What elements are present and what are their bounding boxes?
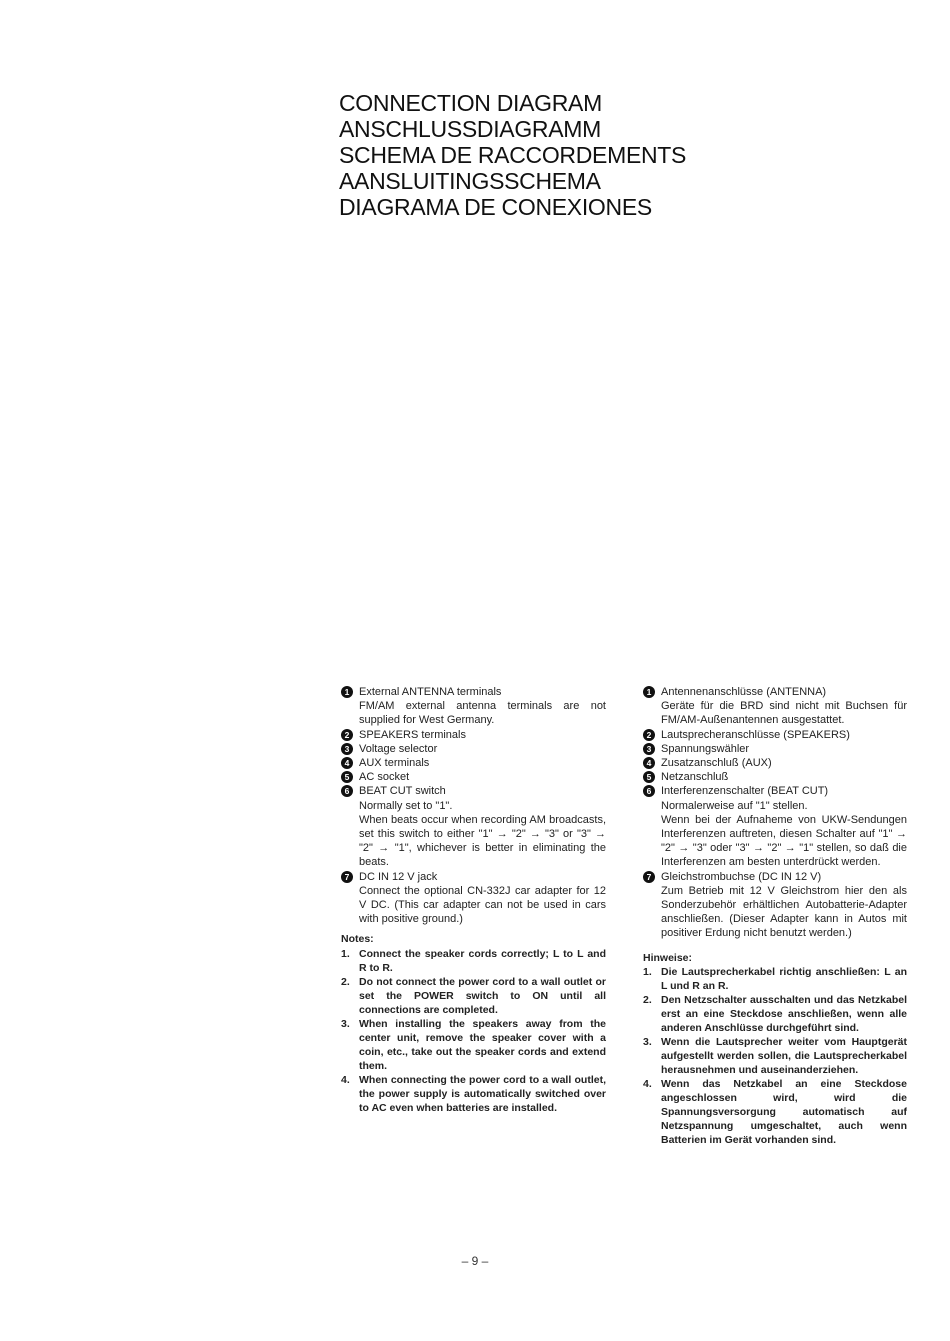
note-text: Wenn das Netzkabel an eine Steckdose angeschlossen wird, wird die Spannungsversorgung automatisch auf Netzspannung umgeschaltet, auch wenn Batterien im Gerät vorhanden sind. xyxy=(661,1077,907,1146)
german-notes xyxy=(643,965,907,1147)
note-item xyxy=(341,1017,606,1073)
legend-item xyxy=(643,870,907,884)
note-number: 3. xyxy=(341,1017,350,1030)
note-text: When installing the speakers away from the center unit, remove the speaker cover with a coin, etc., take out the speaker cords and extend them. xyxy=(359,1017,606,1072)
note-text: Do not connect the power cord to a wall outlet or set the POWER switch to ON until all connections are completed. xyxy=(359,975,606,1016)
note-text: Wenn die Lautsprecher weiter vom Hauptgerät aufgestellt werden sollen, die Lautsprecherkabel herausnehmen und auseinanderziehen. xyxy=(661,1035,907,1076)
note-text: When connecting the power cord to a wall outlet, the power supply is automatically switched over to AC even when batteries are installed. xyxy=(359,1073,606,1114)
english-notes xyxy=(341,947,606,1115)
item-detail: Zum Betrieb mit 12 V Gleichstrom hier den als Sonderzubehör erhältlichen Autobatterie-Adapter anschließen. (Dieser Adapter kann in Autos mit positiver Erdung nicht benutzt werden.) xyxy=(661,884,907,940)
item-label: External ANTENNA terminals xyxy=(359,686,502,698)
note-item xyxy=(643,993,907,1035)
note-number: 2. xyxy=(341,975,350,988)
note-item xyxy=(643,965,907,993)
item-label: DC IN 12 V jack xyxy=(359,870,438,883)
legend-item xyxy=(643,728,907,742)
item-label: AC socket xyxy=(359,771,410,784)
legend-item xyxy=(341,756,606,770)
item-number-badge: 6 xyxy=(341,785,353,797)
item-number-badge: 7 xyxy=(341,871,353,883)
note-text: Den Netzschalter ausschalten und das Netzkabel erst an eine Steckdose anschließen, wenn alle anderen Anschlüsse durchgeführt sind. xyxy=(661,993,907,1034)
item-label: Antennenanschlüsse (ANTENNA) xyxy=(661,686,827,698)
item-number-badge: 7 xyxy=(643,871,655,883)
item-detail: Normally set to "1". xyxy=(359,799,453,812)
note-number: 4. xyxy=(341,1073,350,1086)
item-number-badge: 3 xyxy=(643,743,655,755)
german-column xyxy=(643,685,907,1147)
page-number: – 9 – xyxy=(461,1254,489,1268)
legend-item xyxy=(643,742,907,756)
note-item xyxy=(643,1035,907,1077)
item-label: Interferenzenschalter (BEAT CUT) xyxy=(661,785,829,798)
english-notes-heading: Notes: xyxy=(341,933,374,946)
title-spanish: DIAGRAMA DE CONEXIONES xyxy=(339,194,652,220)
note-item xyxy=(341,947,606,975)
item-number-badge: 6 xyxy=(643,785,655,797)
note-number: 1. xyxy=(643,965,652,978)
item-detail: Wenn bei der Aufnaheme von UKW-Sendungen Interferenzen auftreten, diesen Schalter auf "1" → "2" → "3" oder "3" → "2" → "1" stellen, so daß die Interferenzen am besten unterdrückt werden. xyxy=(661,813,907,869)
note-item xyxy=(341,1073,606,1115)
legend-item xyxy=(643,784,907,798)
title-german: ANSCHLUSSDIAGRAMM xyxy=(339,116,601,142)
note-item xyxy=(643,1077,907,1147)
english-column xyxy=(341,685,606,1115)
item-number-badge: 3 xyxy=(341,743,353,755)
note-text: Die Lautsprecherkabel richtig anschließen: L an L und R an R. xyxy=(661,965,907,992)
legend-item xyxy=(341,770,606,784)
page-titles xyxy=(339,90,686,220)
item-detail: When beats occur when recording AM broadcasts, set this switch to either "1" → "2" → "3" or "3" → "2" → "1", whichever is better in eliminating the beats. xyxy=(359,813,606,869)
item-label: Voltage selector xyxy=(359,742,438,755)
note-item xyxy=(341,975,606,1017)
note-number: 2. xyxy=(643,993,652,1006)
legend-item xyxy=(341,784,606,798)
legend-item xyxy=(341,742,606,756)
item-label: SPEAKERS terminals xyxy=(359,728,466,741)
title-dutch: AANSLUITINGSSCHEMA xyxy=(339,168,601,194)
note-number: 1. xyxy=(341,947,350,960)
item-number-badge: 2 xyxy=(643,729,655,741)
legend-item xyxy=(341,685,606,699)
item-label: Spannungswähler xyxy=(661,742,750,755)
item-label: AUX terminals xyxy=(359,757,430,770)
german-notes-heading: Hinweise: xyxy=(643,951,693,964)
legend-item xyxy=(341,870,606,884)
item-number-badge: 1 xyxy=(643,686,655,698)
item-label: Gleichstrombuchse (DC IN 12 V) xyxy=(661,870,822,883)
note-text: Connect the speaker cords correctly; L to L and R to R. xyxy=(359,947,606,974)
legend-item xyxy=(341,728,606,742)
item-detail: Connect the optional CN-332J car adapter for 12 V DC. (This car adapter can not be used in cars with positive ground.) xyxy=(359,884,606,926)
title-french: SCHEMA DE RACCORDEMENTS xyxy=(339,142,687,168)
item-label: Netzanschluß xyxy=(661,771,729,784)
item-number-badge: 5 xyxy=(643,771,655,783)
title-english: CONNECTION DIAGRAM xyxy=(339,90,602,116)
item-number-badge: 4 xyxy=(341,757,353,769)
german-items xyxy=(643,685,907,941)
note-number: 4. xyxy=(643,1077,652,1090)
english-items xyxy=(341,685,606,926)
item-number-badge: 4 xyxy=(643,757,655,769)
item-number-badge: 1 xyxy=(341,686,353,698)
item-label: Lautsprecheranschlüsse (SPEAKERS) xyxy=(661,728,850,741)
item-number-badge: 2 xyxy=(341,729,353,741)
legend-item xyxy=(643,770,907,784)
legend-item xyxy=(643,685,907,699)
item-label: Zusatzanschluß (AUX) xyxy=(661,757,772,770)
item-label: BEAT CUT switch xyxy=(359,785,446,798)
item-detail: Geräte für die BRD sind nicht mit Buchsen für FM/AM-Außenantennen ausgestattet. xyxy=(661,700,907,727)
legend-item xyxy=(643,756,907,770)
item-number-badge: 5 xyxy=(341,771,353,783)
item-detail: FM/AM external antenna terminals are not supplied for West Germany. xyxy=(359,700,606,727)
note-number: 3. xyxy=(643,1035,652,1048)
item-detail: Normalerweise auf "1" stellen. xyxy=(661,799,808,812)
